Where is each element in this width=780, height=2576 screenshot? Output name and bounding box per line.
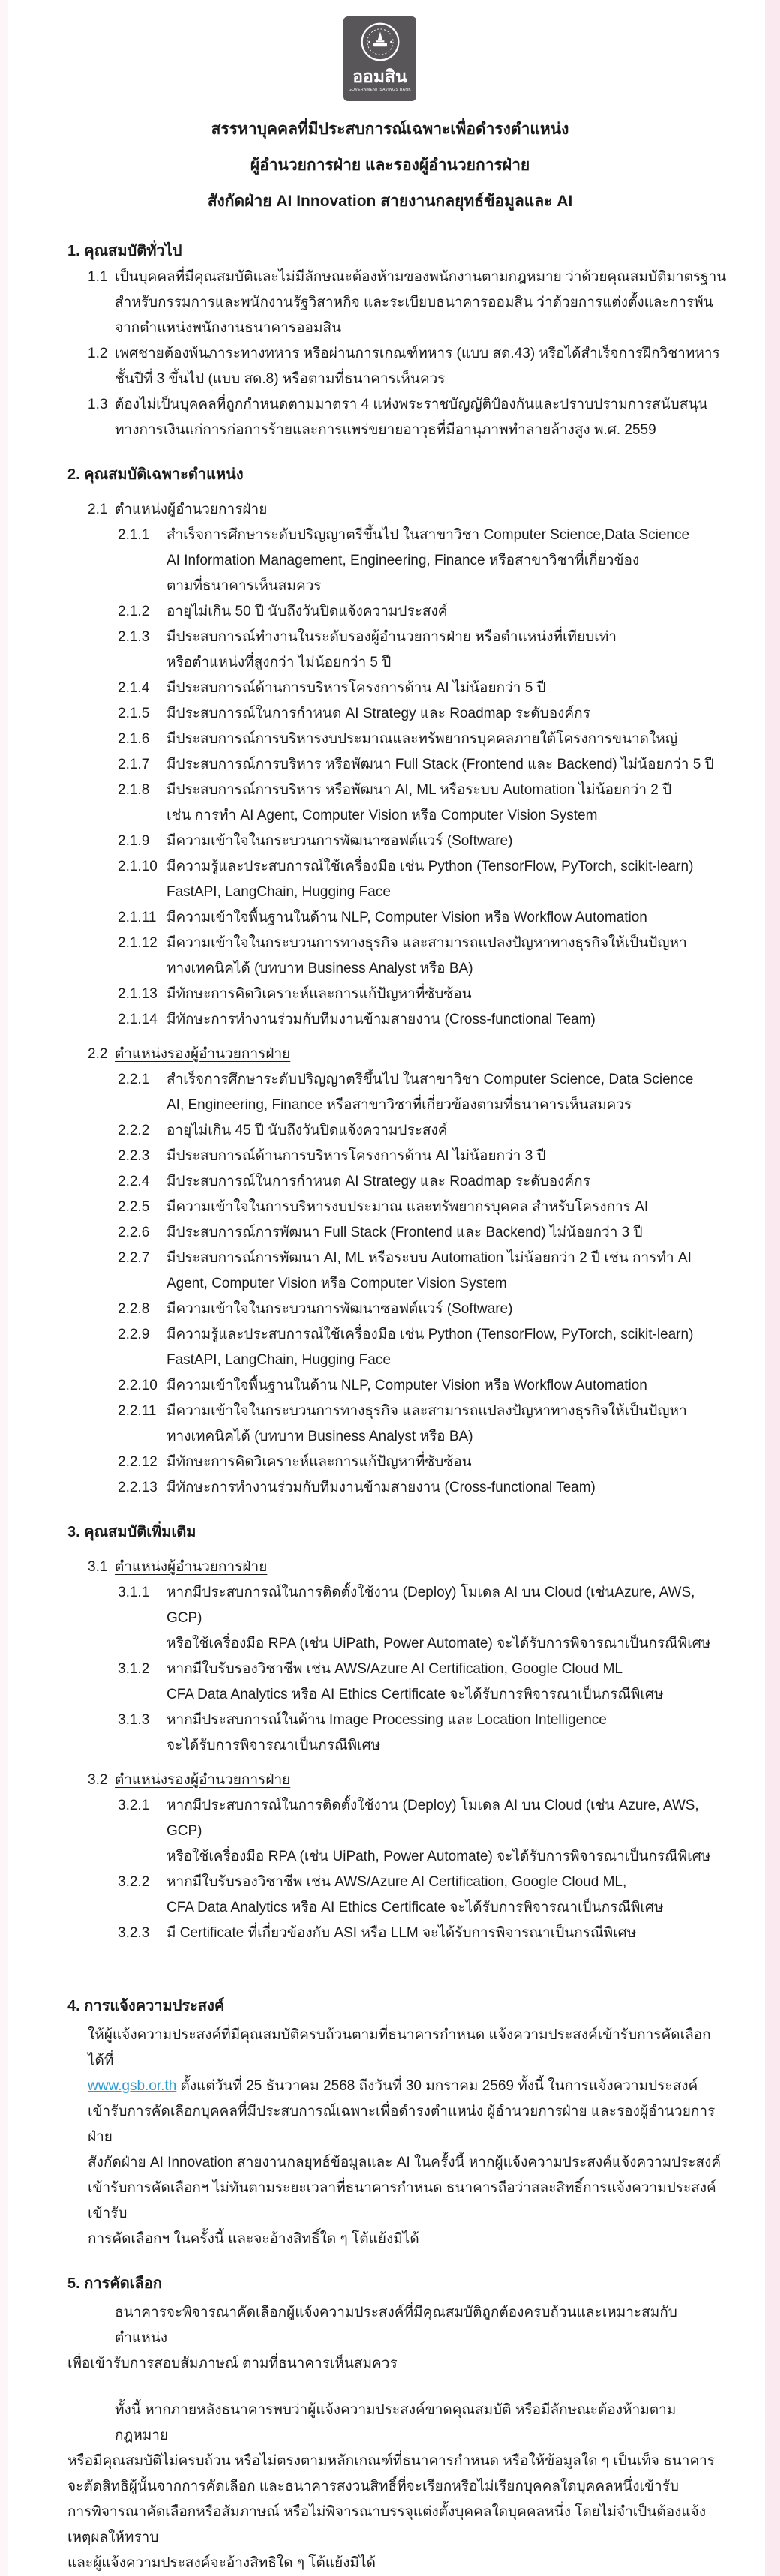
list-item xyxy=(118,1450,780,1475)
item-text xyxy=(166,1297,780,1322)
list-item xyxy=(118,676,780,701)
item-text xyxy=(115,341,780,392)
item-text-line: มี Certificate ที่เกี่ยวข้องกับ ASI หรือ LLM จะได้รับการพิจารณาเป็นกรณีพิเศษ xyxy=(166,1925,637,1941)
item-text-line: มีประสบการณ์ด้านการบริหารโครงการด้าน AI ไม่น้อยกว่า 3 ปี xyxy=(166,1148,546,1164)
paragraph-line: เพื่อเข้ารับการสอบสัมภาษณ์ ตามที่ธนาคารเห็นสมควร xyxy=(68,2356,398,2371)
item-text-line: มีประสบการณ์การพัฒนา Full Stack (Frontend และ Backend) ไม่น้อยกว่า 3 ปี xyxy=(166,1225,643,1240)
item-text xyxy=(166,1246,780,1297)
item-number: 2.1.11 xyxy=(118,910,157,925)
item-text-line: ทางเทคนิคได้ (บทบาท Business Analyst หรือ BA) xyxy=(166,1429,473,1444)
paragraph-line: หรือมีคุณสมบัติไม่ครบถ้วน หรือไม่ตรงตามหลักเกณฑ์ที่ธนาคารกำหนด หรือให้ข้อมูลใด ๆ เป็นเท็จ ธนาคาร xyxy=(68,2453,716,2469)
paragraph xyxy=(68,2398,726,2576)
section-3 xyxy=(0,1519,780,1946)
item-text-line: จากตำแหน่งพนักงานธนาคารออมสิน xyxy=(115,320,342,336)
list-item xyxy=(118,1169,780,1195)
list-item xyxy=(118,1195,780,1220)
item-text-line: มีความรู้และประสบการณ์ใช้เครื่องมือ เช่น Python (TensorFlow, PyTorch, scikit-learn) xyxy=(166,859,694,874)
item-number: 2.1.3 xyxy=(118,629,150,645)
section-2 xyxy=(0,461,780,1501)
list-item xyxy=(88,392,780,443)
item-text xyxy=(166,1793,780,1870)
gsb-logo-name: ออมสิน xyxy=(352,67,407,86)
item-text-line: มีประสบการณ์ทำงานในระดับรองผู้อำนวยการฝ่าย หรือตำแหน่งที่เทียบเท่า xyxy=(166,629,616,645)
list-item xyxy=(118,625,780,676)
item-text xyxy=(115,392,780,443)
list-item xyxy=(118,701,780,727)
item-number: 2.2.2 xyxy=(118,1123,150,1138)
item-text-line: AI Information Management, Engineering, Finance หรือสาขาวิชาที่เกี่ยวข้อง xyxy=(166,553,640,568)
item-text xyxy=(166,676,780,701)
item-text-line: Agent, Computer Vision หรือ Computer Vision System xyxy=(166,1276,507,1291)
item-text-line: หากมีใบรับรองวิชาชีพ เช่น AWS/Azure AI Certification, Google Cloud ML, xyxy=(166,1874,627,1890)
page-left-accent xyxy=(0,0,8,2576)
gsb-seal-icon xyxy=(360,22,400,66)
section-heading: 1. คุณสมบัติทั่วไป xyxy=(68,243,182,259)
item-text-line: อายุไม่เกิน 50 ปี นับถึงวันปิดแจ้งความประสงค์ xyxy=(166,604,448,619)
document-body xyxy=(0,238,780,2576)
item-number: 2.1.1 xyxy=(118,527,150,543)
item-text xyxy=(166,1921,780,1946)
item-number: 2.1.7 xyxy=(118,757,150,772)
item-text-line: หากมีประสบการณ์ในการติดตั้งใช้งาน (Deploy) โมเดล AI บน Cloud (เช่น Azure, AWS, GCP) xyxy=(166,1798,699,1839)
gsb-logo xyxy=(344,16,416,101)
title-line-2: ผู้อำนวยการฝ่าย และรองผู้อำนวยการฝ่าย xyxy=(250,157,530,174)
item-text-line: CFA Data Analytics หรือ AI Ethics Certificate จะได้รับการพิจารณาเป็นกรณีพิเศษ xyxy=(166,1687,664,1702)
list-item xyxy=(118,1007,780,1033)
paragraph xyxy=(88,2023,726,2252)
item-text-line: ทางเทคนิคได้ (บทบาท Business Analyst หรือ BA) xyxy=(166,961,473,976)
item-number: 2.2.4 xyxy=(118,1174,150,1189)
item-text-line: จะได้รับการพิจารณาเป็นกรณีพิเศษ xyxy=(166,1738,381,1753)
section-heading: 2. คุณสมบัติเฉพาะตำแหน่ง xyxy=(68,466,244,483)
section-heading: 5. การคัดเลือก xyxy=(68,2275,162,2292)
item-text-line: สำเร็จการศึกษาระดับปริญญาตรีขึ้นไป ในสาขาวิชา Computer Science, Data Science xyxy=(166,1072,694,1087)
item-text-line: อายุไม่เกิน 45 ปี นับถึงวันปิดแจ้งความประสงค์ xyxy=(166,1123,448,1138)
list-item xyxy=(118,1475,780,1501)
paragraph-line: สังกัดฝ่าย AI Innovation สายงานกลยุทธ์ข้อมูลและ AI ในครั้งนี้ หากผู้แจ้งความประสงค์แจ้งความประสงค์ xyxy=(88,2155,722,2170)
item-text xyxy=(166,829,780,854)
item-number: 2.1.6 xyxy=(118,731,150,747)
title-line-3: สังกัดฝ่าย AI Innovation สายงานกลยุทธ์ข้อมูลและ AI xyxy=(207,193,573,210)
item-number: 2.1.8 xyxy=(118,782,150,798)
subsection-heading xyxy=(88,497,780,523)
item-text-line: เช่น การทำ AI Agent, Computer Vision หรือ Computer Vision System xyxy=(166,808,598,823)
item-text xyxy=(166,1220,780,1246)
item-text xyxy=(166,854,780,905)
list-item xyxy=(118,829,780,854)
paragraph-line: ธนาคารจะพิจารณาคัดเลือกผู้แจ้งความประสงค์ที่มีคุณสมบัติถูกต้องครบถ้วนและเหมาะสมกับตำแหน่ง xyxy=(115,2305,677,2346)
paragraph-line: และผู้แจ้งความประสงค์จะอ้างสิทธิใด ๆ โต้แย้งมิได้ xyxy=(68,2555,376,2571)
subsection-number: 3.2 xyxy=(88,1772,108,1788)
item-text-line: มีประสบการณ์ในการกำหนด AI Strategy และ Roadmap ระดับองค์กร xyxy=(166,1174,590,1189)
section-4 xyxy=(0,1993,780,2252)
item-text-line: มีความรู้และประสบการณ์ใช้เครื่องมือ เช่น Python (TensorFlow, PyTorch, scikit-learn) xyxy=(166,1327,694,1342)
list-item xyxy=(118,1373,780,1399)
item-number: 3.2.1 xyxy=(118,1798,150,1813)
item-text xyxy=(166,778,780,829)
list-item xyxy=(118,1399,780,1450)
page-title xyxy=(0,112,780,220)
list-item xyxy=(118,854,780,905)
item-text-line: มีประสบการณ์การบริหาร หรือพัฒนา AI, ML หรือระบบ Automation ไม่น้อยกว่า 2 ปี xyxy=(166,782,672,798)
item-text xyxy=(166,1007,780,1033)
item-number: 2.2.8 xyxy=(118,1301,150,1317)
item-text-line: เพศชายต้องพ้นภาระทางทหาร หรือผ่านการเกณฑ์ทหาร (แบบ สด.43) หรือได้สำเร็จการฝึกวิชาทหาร xyxy=(115,346,720,361)
item-text-line: มีประสบการณ์การพัฒนา AI, ML หรือระบบ Automation ไม่น้อยกว่า 2 ปี เช่น การทำ AI xyxy=(166,1250,692,1266)
paragraph-line: การพิจารณาคัดเลือกหรือสัมภาษณ์ หรือไม่พิจารณาบรรจุแต่งตั้งบุคคลใดบุคคลหนึ่ง โดยไม่จำเป็นต้องแจ้งเหตุผลให้ทราบ xyxy=(68,2504,706,2545)
list-item xyxy=(118,727,780,752)
list-item xyxy=(118,778,780,829)
item-number: 1.1 xyxy=(88,269,108,285)
item-text-line: มีประสบการณ์การบริหาร หรือพัฒนา Full Stack (Frontend และ Backend) ไม่น้อยกว่า 5 ปี xyxy=(166,757,714,772)
item-text xyxy=(166,1475,780,1501)
list-item xyxy=(118,1067,780,1118)
list-item xyxy=(118,1220,780,1246)
paragraph-line: www.gsb.or.th ตั้งแต่วันที่ 25 ธันวาคม 2568 ถึงวันที่ 30 มกราคม 2569 ทั้งนี้ ในการแจ้งความประสงค์ xyxy=(88,2078,698,2094)
item-number: 2.2.9 xyxy=(118,1327,150,1342)
item-text xyxy=(166,1373,780,1399)
item-number: 3.2.2 xyxy=(118,1874,150,1890)
item-text-line: มีประสบการณ์ด้านการบริหารโครงการด้าน AI ไม่น้อยกว่า 5 ปี xyxy=(166,680,546,696)
item-text xyxy=(166,599,780,625)
item-text xyxy=(166,1322,780,1373)
paragraph xyxy=(68,2300,726,2377)
paragraph-line: การคัดเลือกฯ ในครั้งนี้ และจะอ้างสิทธิ์ใด ๆ โต้แย้งมิได้ xyxy=(88,2231,419,2247)
item-number: 3.1.3 xyxy=(118,1712,150,1728)
subsection-heading xyxy=(88,1768,780,1793)
list-item xyxy=(118,1297,780,1322)
item-text xyxy=(166,1118,780,1144)
list-item xyxy=(88,265,780,341)
item-text-line: มีทักษะการคิดวิเคราะห์และการแก้ปัญหาที่ซับซ้อน xyxy=(166,986,472,1002)
item-text-line: สำเร็จการศึกษาระดับปริญญาตรีขึ้นไป ในสาขาวิชา Computer Science,Data Science xyxy=(166,527,690,543)
item-number: 2.1.10 xyxy=(118,859,158,874)
page-right-accent xyxy=(765,0,780,2576)
item-text-line: หรือใช้เครื่องมือ RPA (เช่น UiPath, Power Automate) จะได้รับการพิจารณาเป็นกรณีพิเศษ xyxy=(166,1636,711,1651)
item-number: 2.2.3 xyxy=(118,1148,150,1164)
item-text-line: ตามที่ธนาคารเห็นสมควร xyxy=(166,578,322,594)
item-text xyxy=(166,1450,780,1475)
item-text xyxy=(166,931,780,982)
item-text-line: มีประสบการณ์ในการกำหนด AI Strategy และ Roadmap ระดับองค์กร xyxy=(166,706,590,721)
subsection-number: 3.1 xyxy=(88,1559,108,1575)
item-number: 2.1.4 xyxy=(118,680,150,696)
item-text xyxy=(166,1169,780,1195)
item-text xyxy=(166,701,780,727)
item-text-line: FastAPI, LangChain, Hugging Face xyxy=(166,884,391,900)
item-text xyxy=(115,265,780,341)
item-number: 1.3 xyxy=(88,397,108,412)
list-item xyxy=(118,982,780,1007)
list-item xyxy=(118,1921,780,1946)
item-text-line: มีความเข้าใจในการบริหารงบประมาณ และทรัพยากรบุคคล สำหรับโครงการ AI xyxy=(166,1199,649,1215)
subsection-title: ตำแหน่งรองผู้อำนวยการฝ่าย xyxy=(115,1772,291,1788)
list-item xyxy=(118,1144,780,1169)
item-text xyxy=(166,523,780,599)
item-text-line: มีทักษะการทำงานร่วมกับทีมงานข้ามสายงาน (Cross-functional Team) xyxy=(166,1012,596,1027)
subsection-number: 2.2 xyxy=(88,1046,108,1062)
subsection-title: ตำแหน่งรองผู้อำนวยการฝ่าย xyxy=(115,1046,291,1062)
item-text-line: หากมีประสบการณ์ในการติดตั้งใช้งาน (Deploy) โมเดล AI บน Cloud (เช่นAzure, AWS, GCP) xyxy=(166,1585,695,1626)
item-text-line: เป็นบุคคลที่มีคุณสมบัติและไม่มีลักษณะต้องห้ามของพนักงานตามกฎหมาย ว่าด้วยคุณสมบัติมาตรฐาน xyxy=(115,269,727,285)
subsection-title: ตำแหน่งผู้อำนวยการฝ่าย xyxy=(115,1559,268,1575)
item-text-line: มีความเข้าใจในกระบวนการทางธุรกิจ และสามารถแปลงปัญหาทางธุรกิจให้เป็นปัญหา xyxy=(166,935,687,951)
item-text xyxy=(166,1399,780,1450)
list-item xyxy=(118,1246,780,1297)
item-text xyxy=(166,727,780,752)
item-text xyxy=(166,1580,780,1657)
list-item xyxy=(118,1657,780,1708)
item-text-line: ชั้นปีที่ 3 ขึ้นไป (แบบ สด.8) หรือตามที่ธนาคารเห็นควร xyxy=(115,371,446,387)
item-text xyxy=(166,1067,780,1118)
item-number: 2.2.5 xyxy=(118,1199,150,1215)
item-text-line: มีความเข้าใจในกระบวนการพัฒนาซอฟต์แวร์ (Software) xyxy=(166,1301,513,1317)
list-item xyxy=(118,523,780,599)
item-text-line: ทางการเงินแก่การก่อการร้ายและการแพร่ขยายอาวุธที่มีอานุภาพทำลายล้างสูง พ.ศ. 2559 xyxy=(115,422,656,438)
paragraph-line: ทั้งนี้ หากภายหลังธนาคารพบว่าผู้แจ้งความประสงค์ขาดคุณสมบัติ หรือมีลักษณะต้องห้ามตามกฎหมาย xyxy=(115,2402,676,2443)
item-number: 3.1.1 xyxy=(118,1585,150,1600)
paragraph-line: จะตัดสิทธิผู้นั้นจากการคัดเลือก และธนาคารสงวนสิทธิ์ที่จะเรียกหรือไม่เรียกบุคคลใดบุคคลหนึ่งเข้ารับ xyxy=(68,2479,679,2494)
item-text-line: มีความเข้าใจพื้นฐานในด้าน NLP, Computer Vision หรือ Workflow Automation xyxy=(166,1378,647,1393)
item-text xyxy=(166,982,780,1007)
item-text-line: หากมีประสบการณ์ในด้าน Image Processing และ Location Intelligence xyxy=(166,1712,607,1728)
item-number: 2.2.10 xyxy=(118,1378,158,1393)
section-1 xyxy=(0,238,780,443)
item-number: 3.1.2 xyxy=(118,1661,150,1677)
item-number: 1.2 xyxy=(88,346,108,361)
item-number: 2.2.1 xyxy=(118,1072,150,1087)
item-text xyxy=(166,1144,780,1169)
paragraph-line: เข้ารับการคัดเลือกบุคคลที่มีประสบการณ์เฉพาะเพื่อดำรงตำแหน่ง ผู้อำนวยการฝ่าย และรองผู้อำนวยการฝ่าย xyxy=(88,2104,716,2145)
item-number: 3.2.3 xyxy=(118,1925,150,1941)
item-text-line: หากมีใบรับรองวิชาชีพ เช่น AWS/Azure AI Certification, Google Cloud ML xyxy=(166,1661,622,1677)
list-item xyxy=(118,1870,780,1921)
item-text xyxy=(166,1657,780,1708)
list-item xyxy=(118,599,780,625)
paragraph-line: ให้ผู้แจ้งความประสงค์ที่มีคุณสมบัติครบถ้วนตามที่ธนาคารกำหนด แจ้งความประสงค์เข้ารับการคัดเลือกได้ที่ xyxy=(88,2027,711,2068)
subsection-title: ตำแหน่งผู้อำนวยการฝ่าย xyxy=(115,502,268,517)
item-number: 2.1.13 xyxy=(118,986,158,1002)
item-number: 2.2.7 xyxy=(118,1250,150,1266)
list-item xyxy=(118,1793,780,1870)
item-number: 2.1.2 xyxy=(118,604,150,619)
item-number: 2.2.11 xyxy=(118,1403,157,1419)
item-text-line: หรือใช้เครื่องมือ RPA (เช่น UiPath, Power Automate) จะได้รับการพิจารณาเป็นกรณีพิเศษ xyxy=(166,1849,711,1864)
item-number: 2.1.14 xyxy=(118,1012,158,1027)
item-number: 2.1.5 xyxy=(118,706,150,721)
gsb-website-link[interactable]: www.gsb.or.th xyxy=(88,2078,177,2094)
gsb-logo-subtitle: GOVERNMENT SAVINGS BANK xyxy=(348,88,412,92)
list-item xyxy=(118,931,780,982)
list-item xyxy=(118,1580,780,1657)
item-text xyxy=(166,1708,780,1759)
item-text-line: AI, Engineering, Finance หรือสาขาวิชาที่เกี่ยวข้องตามที่ธนาคารเห็นสมควร xyxy=(166,1097,632,1113)
subsection-heading xyxy=(88,1042,780,1067)
item-text-line: ต้องไม่เป็นบุคคลที่ถูกกำหนดตามมาตรา 4 แห่งพระราชบัญญัติป้องกันและปราบปรามการสนับสนุน xyxy=(115,397,708,412)
item-number: 2.1.12 xyxy=(118,935,158,951)
item-number: 2.2.13 xyxy=(118,1480,158,1495)
item-text-line: มีความเข้าใจในกระบวนการพัฒนาซอฟต์แวร์ (Software) xyxy=(166,833,513,849)
section-heading: 3. คุณสมบัติเพิ่มเติม xyxy=(68,1524,196,1540)
title-line-1: สรรหาบุคคลที่มีประสบการณ์เฉพาะเพื่อดำรงตำแหน่ง xyxy=(211,121,569,138)
item-text-line: สำหรับกรรมการและพนักงานรัฐวิสาหกิจ และระเบียบธนาคารออมสิน ว่าด้วยการแต่งตั้งและการพ้น xyxy=(115,295,713,310)
item-text xyxy=(166,1195,780,1220)
item-text-line: มีประสบการณ์การบริหารงบประมาณและทรัพยากรบุคคลภายใต้โครงการขนาดใหญ่ xyxy=(166,731,678,747)
item-text-line: มีทักษะการทำงานร่วมกับทีมงานข้ามสายงาน (Cross-functional Team) xyxy=(166,1480,596,1495)
item-text xyxy=(166,1870,780,1921)
item-number: 2.2.6 xyxy=(118,1225,150,1240)
subsection-heading xyxy=(88,1555,780,1580)
item-text xyxy=(166,625,780,676)
section-heading: 4. การแจ้งความประสงค์ xyxy=(68,1998,225,2014)
item-text xyxy=(166,752,780,778)
item-text-line: มีทักษะการคิดวิเคราะห์และการแก้ปัญหาที่ซับซ้อน xyxy=(166,1454,472,1470)
item-text xyxy=(166,905,780,931)
item-text-line: CFA Data Analytics หรือ AI Ethics Certificate จะได้รับการพิจารณาเป็นกรณีพิเศษ xyxy=(166,1900,664,1915)
list-item xyxy=(118,1118,780,1144)
item-number: 2.2.12 xyxy=(118,1454,158,1470)
item-text-line: หรือตำแหน่งที่สูงกว่า ไม่น้อยกว่า 5 ปี xyxy=(166,655,392,670)
item-text-line: มีความเข้าใจพื้นฐานในด้าน NLP, Computer Vision หรือ Workflow Automation xyxy=(166,910,647,925)
list-item xyxy=(118,1322,780,1373)
subsection-number: 2.1 xyxy=(88,502,108,517)
list-item xyxy=(118,752,780,778)
paragraph-line: เข้ารับการคัดเลือกฯ ไม่ทันตามระยะเวลาที่ธนาคารกำหนด ธนาคารถือว่าสละสิทธิ์การแจ้งความประสงค์เข้ารับ xyxy=(88,2180,716,2221)
list-item xyxy=(118,905,780,931)
list-item xyxy=(88,341,780,392)
section-5 xyxy=(0,2270,780,2576)
item-number: 2.1.9 xyxy=(118,833,150,849)
list-item xyxy=(118,1708,780,1759)
item-text-line: FastAPI, LangChain, Hugging Face xyxy=(166,1352,391,1368)
item-text-line: มีความเข้าใจในกระบวนการทางธุรกิจ และสามารถแปลงปัญหาทางธุรกิจให้เป็นปัญหา xyxy=(166,1403,687,1419)
